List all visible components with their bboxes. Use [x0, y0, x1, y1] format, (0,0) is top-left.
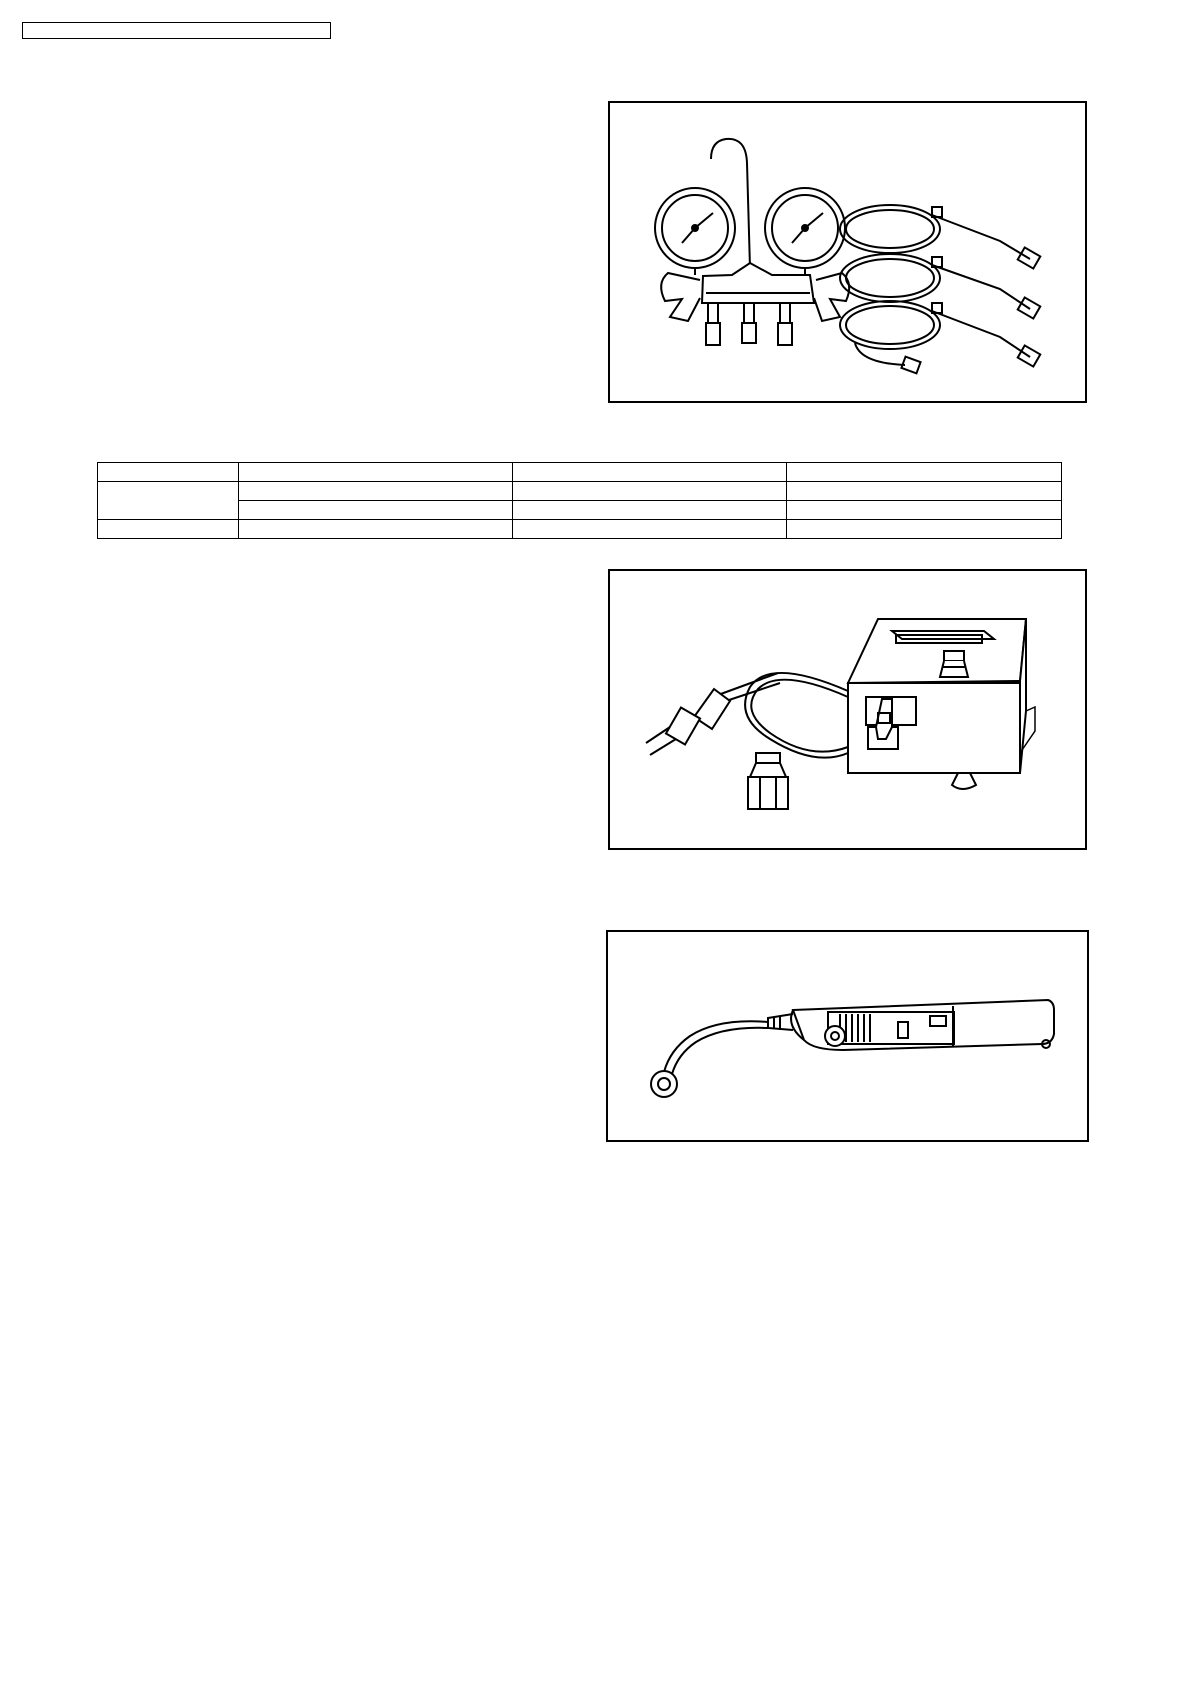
vacuum-pump-adapter-illustration — [610, 571, 1085, 848]
table-cell — [239, 501, 513, 520]
table-row — [98, 482, 1062, 501]
table-cell — [787, 520, 1062, 539]
table-cell — [513, 520, 787, 539]
table-cell — [98, 463, 239, 482]
gauge-manifold-illustration — [610, 103, 1085, 401]
spec-table — [97, 462, 1062, 539]
gas-leak-detector-figure — [606, 930, 1089, 1142]
table-row — [98, 520, 1062, 539]
table-cell — [98, 482, 239, 520]
table-row — [98, 501, 1062, 520]
table-cell — [239, 520, 513, 539]
table-cell — [787, 501, 1062, 520]
table-cell — [513, 482, 787, 501]
table-cell — [513, 501, 787, 520]
table-cell — [239, 463, 513, 482]
vacuum-pump-adapter-figure — [608, 569, 1087, 850]
table-cell — [239, 482, 513, 501]
gas-leak-detector-illustration — [608, 932, 1087, 1140]
table-cell — [787, 463, 1062, 482]
gauge-manifold-figure — [608, 101, 1087, 403]
table-cell — [98, 520, 239, 539]
table-cell — [513, 463, 787, 482]
page-header-box — [22, 22, 331, 39]
table-row — [98, 463, 1062, 482]
table-cell — [787, 482, 1062, 501]
